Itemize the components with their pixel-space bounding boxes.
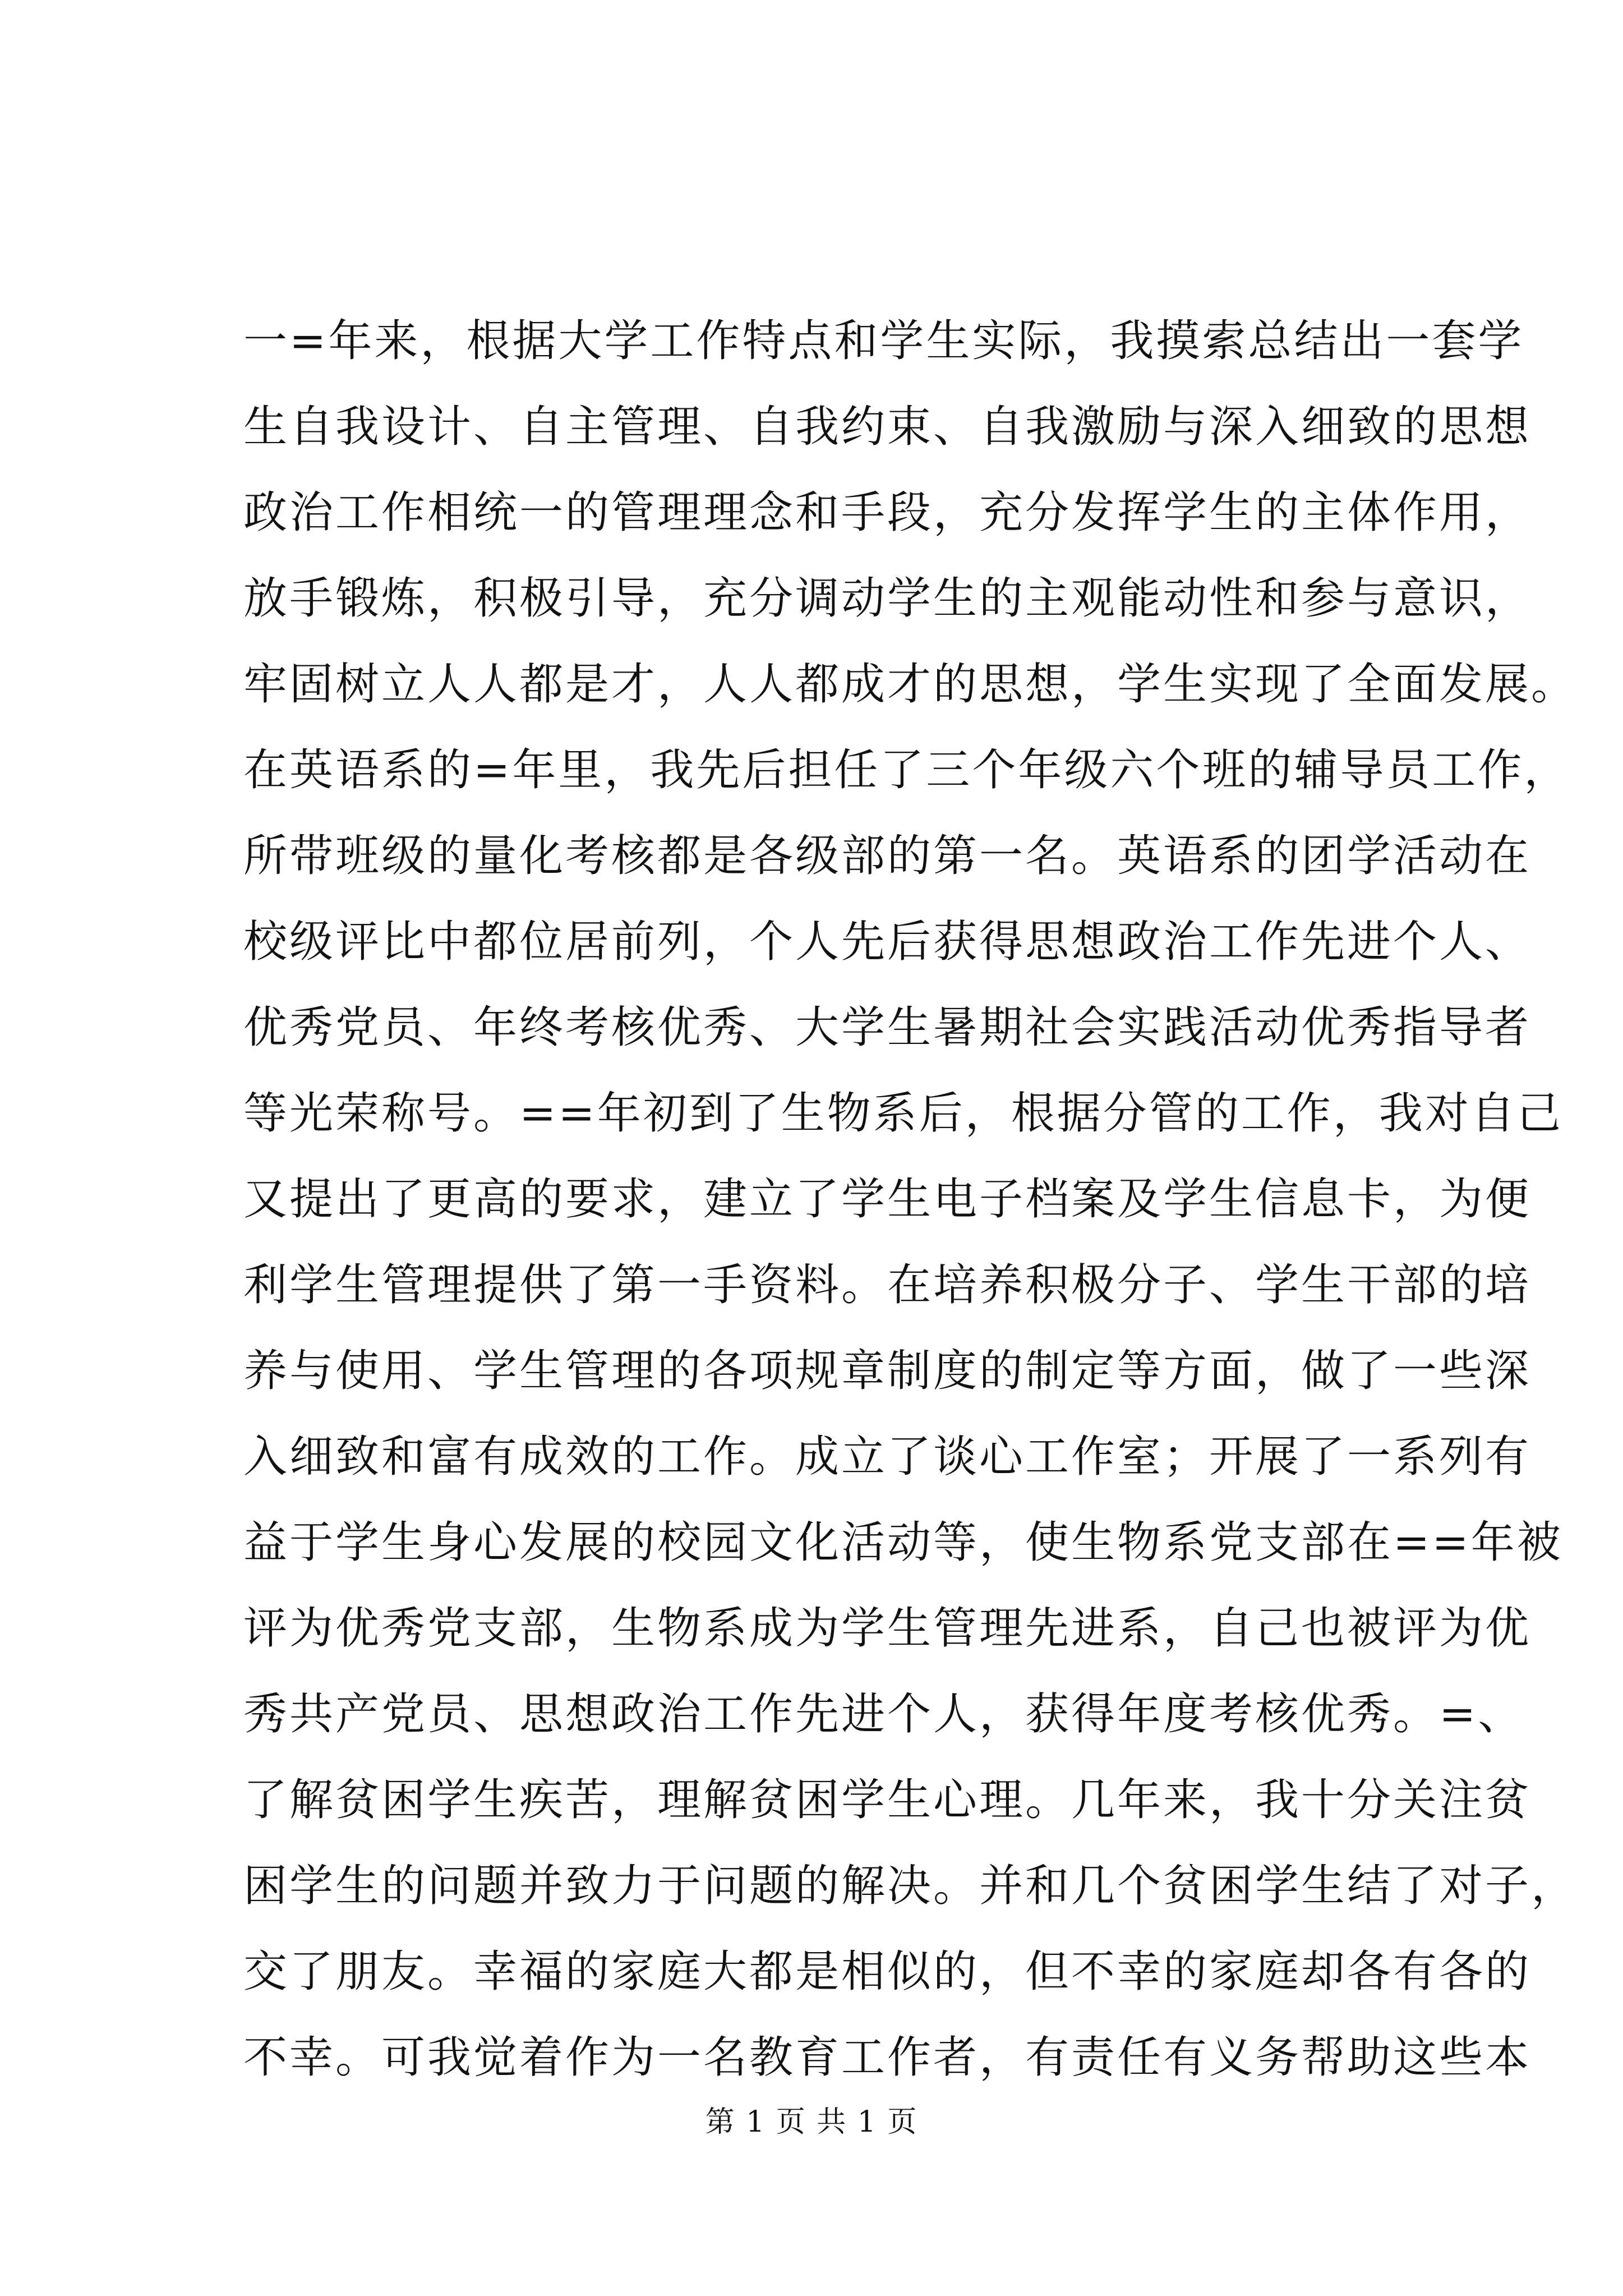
text-line: 政治工作相统一的管理理念和手段，充分发挥学生的主体作用， [243, 487, 1532, 538]
text-line: 牢固树立人人都是才，人人都成才的思想，学生实现了全面发展。 [243, 659, 1578, 710]
text-line: 入细致和富有成效的工作。成立了谈心工作室；开展了一系列有 [243, 1432, 1532, 1482]
text-line: 了解贫困学生疾苦，理解贫困学生心理。几年来，我十分关注贫 [243, 1775, 1532, 1825]
text-line: 评为优秀党支部，生物系成为学生管理先进系，自己也被评为优 [243, 1603, 1532, 1654]
text-line: 校级评比中都位居前列，个人先后获得思想政治工作先进个人、 [243, 917, 1532, 967]
text-line: 秀共产党员、思想政治工作先进个人，获得年度考核优秀。=、 [243, 1689, 1524, 1740]
text-line: 所带班级的量化考核都是各级部的第一名。英语系的团学活动在 [243, 831, 1532, 881]
text-line: 益于学生身心发展的校园文化活动等，使生物系党支部在==年被 [243, 1517, 1563, 1568]
page-number-footer: 第 1 页 共 1 页 [705, 2105, 918, 2139]
text-line: 生自我设计、自主管理、自我约束、自我激励与深入细致的思想 [243, 402, 1532, 452]
text-line: 困学生的问题并致力于问题的解决。并和几个贫困学生结了对子， [243, 1861, 1578, 1911]
text-line: 等光荣称号。==年初到了生物系后，根据分管的工作，我对自己 [243, 1088, 1563, 1139]
text-line: 养与使用、学生管理的各项规章制度的制定等方面，做了一些深 [243, 1346, 1532, 1396]
text-line: 在英语系的=年里，我先后担任了三个年级六个班的辅导员工作， [243, 745, 1570, 795]
text-line: 利学生管理提供了第一手资料。在培养积极分子、学生干部的培 [243, 1260, 1532, 1310]
document-body [243, 298, 1578, 2101]
text-line: 一=年来，根据大学工作特点和学生实际，我摸索总结出一套学 [243, 316, 1524, 366]
text-line: 优秀党员、年终考核优秀、大学生暑期社会实践活动优秀指导者 [243, 1002, 1532, 1053]
text-line: 放手锻炼，积极引导，充分调动学生的主观能动性和参与意识， [243, 573, 1532, 624]
text-line: 又提出了更高的要求，建立了学生电子档案及学生信息卡，为便 [243, 1174, 1532, 1225]
text-line: 交了朋友。幸福的家庭大都是相似的，但不幸的家庭却各有各的 [243, 1947, 1532, 1997]
text-line: 不幸。可我觉着作为一名教育工作者，有责任有义务帮助这些本 [243, 2032, 1532, 2083]
